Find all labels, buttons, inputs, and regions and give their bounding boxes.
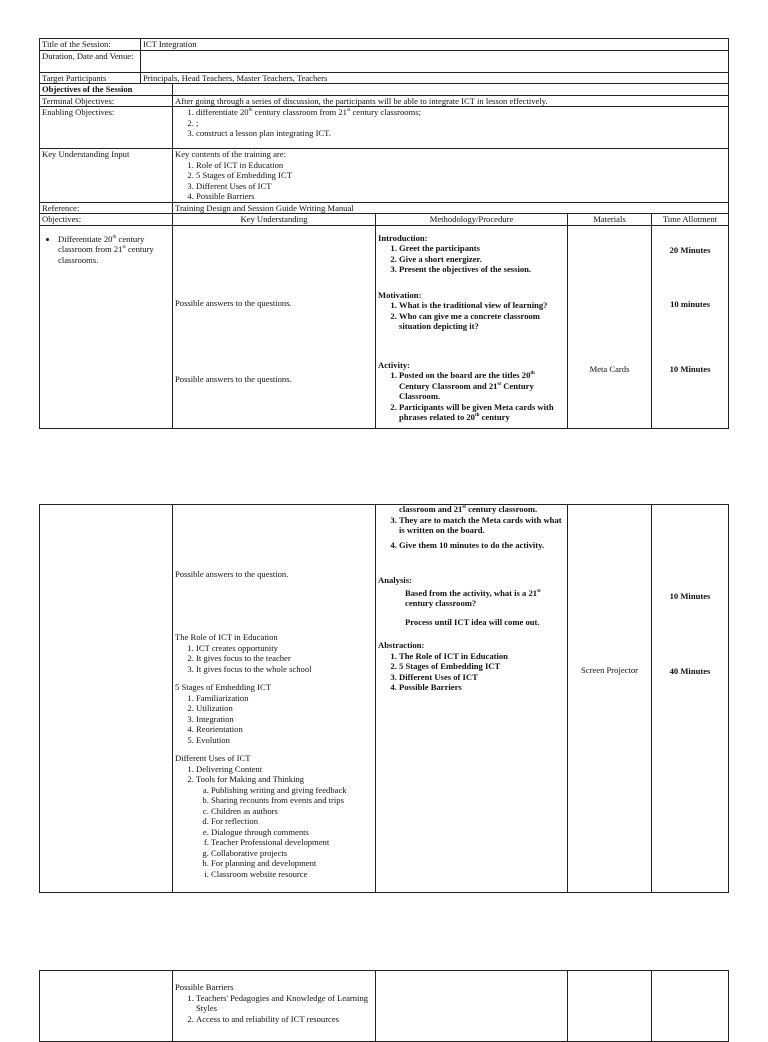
enabling-label: Enabling Objectives: [40,107,173,149]
answers-text-1: Possible answers to the questions. [175,297,292,308]
col-key-understanding: Key Understanding [173,214,376,226]
enabling-item: 2. ; [196,118,726,129]
analysis-block [378,575,565,627]
time-abstraction: 40 Minutes [669,666,711,676]
time-analysis: 10 Minutes [669,591,711,601]
stages-item: 2. Utilization [196,703,373,714]
key-item: 3. Different Uses of ICT [196,181,726,192]
abstraction-item: 2. 5 Stages of Embedding ICT [399,661,565,672]
abstraction-item: 3. Different Uses of ICT [399,672,565,683]
role-ict-item: 3. It gives focus to the whole school [196,664,373,675]
abstraction-block [378,640,565,693]
materials-cell-cont [568,505,652,893]
objectives-heading: Objectives of the Session [40,84,173,96]
uses-item: 2. Tools for Making and Thinking a. Publishing writing and giving feedback b. Sharing recounts from events and trips c. Children as authors d. For reflection e. Dialogue through comments f. Teacher Professional development g. Collaborative projects h. For planning and development i. Classroom website resource [196,774,373,879]
screen-projector-material: Screen Projector [580,665,639,675]
key-understanding-cell-cont2 [173,971,376,1042]
activity-item: 3. They are to match the Meta cards with what is written on the board. [399,515,565,536]
time-activity: 10 Minutes [669,363,711,374]
stages-item: 1. Familiarization [196,693,373,704]
key-item: 4. Possible Barriers [196,191,726,202]
uses-subitem: b. Sharing recounts from events and trips [211,795,373,806]
target-value: Principals, Head Teachers, Master Teachers, Teachers [141,72,729,84]
role-ict-block [175,632,373,879]
stages-heading: 5 Stages of Embedding ICT [175,682,271,692]
activity-block [378,360,565,423]
uses-heading: Different Uses of ICT [175,753,251,763]
session-plan-table-page3 [39,970,729,1042]
lesson-row [40,225,729,428]
uses-subitem: g. Collaborative projects [211,848,373,859]
objective-cell-cont2 [40,971,173,1042]
materials-cell [568,225,652,428]
methodology-cell-cont2 [376,971,568,1042]
activity-item: 1. Posted on the board are the titles 20th Century Classroom and 21st Century Classroom. [399,370,565,402]
key-understanding-cell-cont [173,505,376,893]
role-ict-item: 1. ICT creates opportunity [196,643,373,654]
activity-heading: Activity: [378,359,410,370]
key-item: 2. 5 Stages of Embedding ICT [196,170,726,181]
session-plan-table-page2 [39,504,729,893]
activity-item: 4. Give them 10 minutes to do the activity. [399,540,565,551]
terminal-value: After going through a series of discussion, the participants will be able to integrate ICT in lesson effectively. [173,95,729,107]
stages-item: 5. Evolution [196,735,373,746]
methodology-cell-cont [376,505,568,893]
terminal-row [40,95,729,107]
enabling-item: 3. construct a lesson plan integrating ICT. [196,128,726,139]
role-ict-heading: The Role of ICT in Education [175,632,278,642]
target-row [40,72,729,84]
lesson-row-cont [40,505,729,893]
key-understanding-row [40,149,729,203]
barriers-item: 1. Teachers' Pedagogies and Knowledge of Learning Styles [196,993,373,1014]
duration-label: Duration, Date and Venue: [40,50,141,72]
uses-subitem: f. Teacher Professional development [211,837,373,848]
abstraction-item: 1. The Role of ICT in Education [399,651,565,662]
introduction-item: 1. Greet the participants [399,243,565,254]
duration-row [40,50,729,72]
objective-list [42,234,170,266]
title-row [40,39,729,51]
time-cell-cont [652,505,729,893]
column-header-row [40,214,729,226]
key-list [175,160,726,202]
meta-cards-material: Meta Cards [589,363,630,374]
key-label: Key Understanding Input [40,149,173,203]
methodology-cell [376,225,568,428]
abstraction-item: 4. Possible Barriers [399,682,565,693]
barriers-item: 2. Access to and reliability of ICT resources [196,1014,373,1025]
analysis-question: Based from the activity, what is a 21st century classroom? [405,587,541,608]
uses-subitem: c. Children as authors [211,806,373,817]
motivation-heading: Motivation: [378,289,422,300]
title-label: Title of the Session: [40,39,141,51]
objective-cell [40,225,173,428]
barriers-heading: Possible Barriers [175,982,234,992]
time-introduction: 20 Minutes [669,244,711,255]
session-plan-table-page1 [39,38,729,429]
terminal-label: Terminal Objectives: [40,95,173,107]
role-ict-item: 2. It gives focus to the teacher [196,653,373,664]
motivation-item: 2. Who can give me a concrete classroom situation depicting it? [399,311,565,332]
materials-cell-cont2 [568,971,652,1042]
stages-item: 4. Reorientation [196,724,373,735]
enabling-item: 1. differentiate 20th century classroom from 21st century classrooms; [196,107,726,118]
col-methodology: Methodology/Procedure [376,214,568,226]
answers-text-3: Possible answers to the question. [175,569,289,579]
stages-item: 3. Integration [196,714,373,725]
analysis-process: Process until ICT idea will come out. [405,616,540,627]
target-label: Target Participants [40,72,141,84]
answers-text-2: Possible answers to the questions. [175,373,292,384]
activity-cont-block [378,504,565,550]
introduction-item: 2. Give a short energizer. [399,254,565,265]
uses-subitem: h. For planning and development [211,858,373,869]
lesson-row-cont2 [40,971,729,1042]
objective-item: • Differentiate 20th century classroom from 21st century classrooms. [58,234,170,266]
enabling-value [173,107,729,149]
col-materials: Materials [568,214,652,226]
reference-value: Training Design and Session Guide Writing Manual [173,202,729,214]
activity-item: 2. Participants will be given Meta cards with phrases related to 20th century [399,402,565,423]
time-cell-cont2 [652,971,729,1042]
col-objectives: Objectives: [40,214,173,226]
uses-subitem: a. Publishing writing and giving feedback [211,785,373,796]
reference-row [40,202,729,214]
enabling-row [40,107,729,149]
duration-value [141,50,729,72]
objectives-heading-row [40,84,729,96]
uses-item: 1. Delivering Content [196,764,373,775]
introduction-heading: Introduction: [378,232,428,243]
uses-subitem: d. For reflection [211,816,373,827]
enabling-list [175,107,726,139]
objective-cell-cont [40,505,173,893]
analysis-heading: Analysis: [378,575,412,585]
reference-label: Reference: [40,202,173,214]
motivation-block [378,290,565,332]
introduction-block [378,233,565,275]
key-value: Key contents of the training are: 1. Role of ICT in Education 2. 5 Stages of Embedding ICT 3. Different Uses of ICT 4. Possible Barriers [173,149,729,203]
motivation-item: 1. What is the traditional view of learning? [399,300,565,311]
time-motivation: 10 minutes [670,298,710,309]
activity-cont-line: classroom and 21st century classroom. [399,504,538,514]
key-understanding-cell [173,225,376,428]
abstraction-heading: Abstraction: [378,640,425,650]
barriers-block [175,982,373,1024]
key-item: 1. Role of ICT in Education [196,160,726,171]
uses-subitem: i. Classroom website resource [211,869,373,880]
time-cell [652,225,729,428]
col-time: Time Allotment [652,214,729,226]
title-value: ICT Integration [141,39,729,51]
uses-subitem: e. Dialogue through comments [211,827,373,838]
introduction-item: 3. Present the objectives of the session. [399,264,565,275]
